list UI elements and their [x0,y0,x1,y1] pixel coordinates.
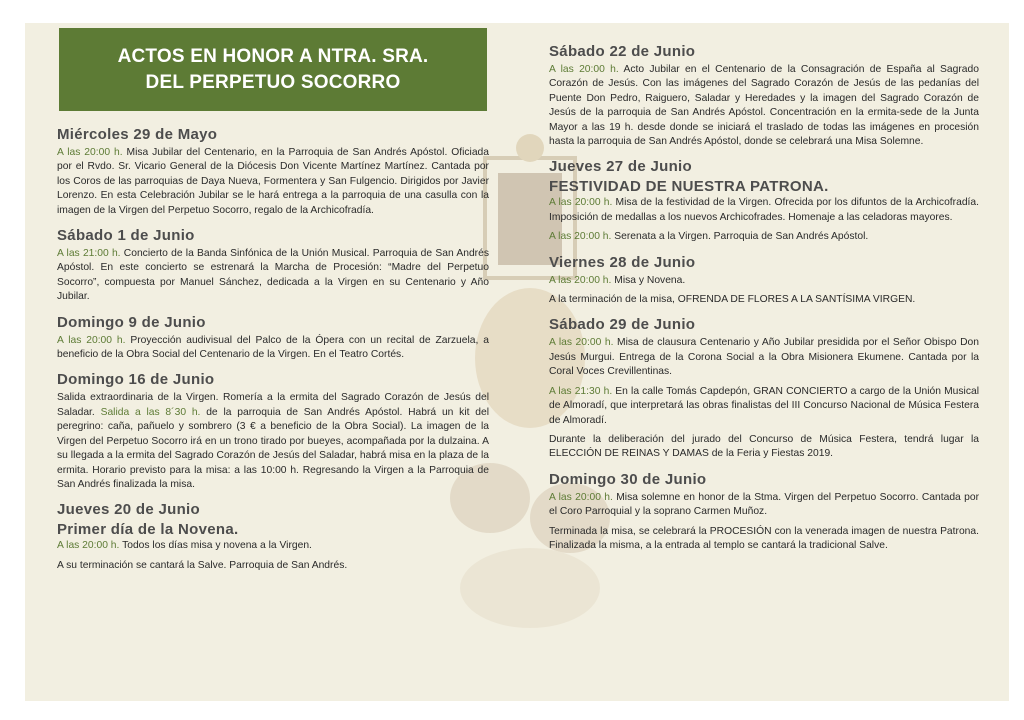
event-subtitle: FESTIVIDAD DE NUESTRA PATRONA. [549,178,829,196]
event-time: A las 20:00 h. [549,274,612,286]
event-date-heading: Sábado 22 de Junio [549,43,696,60]
event-description [549,274,979,288]
event-text: Terminada la misa, se celebrará la PROCESIÓN con la venerada imagen de nuestra Patrona. Finalizada la misma, a la entrada al templo se cantará la tradicional Salve. [549,525,979,551]
event-time: A las 20:00 h. [549,491,613,503]
event-date-heading: Viernes 28 de Junio [549,253,696,271]
event-time: A las 20:00 h. [549,337,614,349]
event-time: A las 21:30 h. [549,385,613,397]
event-time: A las 20:00 h. [57,540,120,552]
event-text: A su terminación se cantará la Salve. Parroquia de San Andrés. [57,559,348,571]
event-description [549,196,979,225]
event-block [57,125,489,218]
event-time: A las 20:00 h. [549,231,612,243]
title-line-1: ACTOS EN HONOR A NTRA. SRA. [117,45,429,67]
event-date-heading: Miércoles 29 de Mayo [57,126,218,143]
event-text: En la calle Tomás Capdepón, GRAN CONCIERTO a cargo de la Unión Musical de Almoradí, que interpretará las obras finalistas del III Concurso Nacional de Música Festera de Almoradí. [549,385,979,426]
event-text: Durante la deliberación del jurado del Concurso de Música Festera, tendrá lugar la ELECCIÓN DE REINAS Y DAMAS de la Feria y Fiestas 2019. [549,433,979,460]
event-block [549,315,979,461]
event-time: A las 20:00 h. [57,334,126,346]
event-description [549,525,979,554]
right-column [549,42,979,561]
event-text: Salida extraordinaria de la Virgen. Romería a la ermita del Sagrado Corazón de Jesús del Saladar. [57,392,489,418]
event-description [57,146,489,218]
event-text: de la parroquia de San Andrés Apóstol. Habrá un kit del peregrino: caña, pañuelo y sombrero (3 € a beneficio de la Obra Social). La imagen de la Virgen del Perpetuo Socorro irá en un trono tirado por bueyes, acompañada por la dulzaina. A su llegada a la ermita del Sagrado Corazón de Jesús del Saladar, habrá misa en la plaza de la ermita. Horario previsto para la misa: a las 10:00 h. Regresando la Virgen a la Parroquia de San Andrés finalizada la misa. [57,406,489,490]
event-date-heading: Sábado 1 de Junio [57,227,195,245]
event-text: Acto Jubilar en el Centenario de la Consagración de España al Sagrado Corazón de Jesús. Con las imágenes del Sagrado Corazón de Jesús de las pedanías del Puente Don Pedro, Raiguero, Saladar y Heredades y la imagen del Sagrado Corazón de Jesús de la parroquia de San Andrés Apóstol. Concentración en la ermita-sede de la Junta Mayor a las 19 h. desde donde se iniciará el traslado de todas las imágenes en procesión hasta la parroquia de San Andrés Apóstol, donde se celebrará una Misa Solemne. [549,64,979,148]
event-block [549,470,979,554]
event-description [549,293,979,307]
event-date-heading: Domingo 30 de Junio [549,470,707,488]
title-banner [59,28,487,111]
event-text: Misa solemne en honor de la Stma. Virgen del Perpetuo Socorro. Cantada por el Coro Parroquial y la soprano Carmen Muñoz. [549,491,979,518]
event-text: Misa y Novena. [611,274,686,286]
event-block [549,253,979,308]
event-description [57,539,489,553]
event-time: A las 20:00 h. [549,64,619,75]
event-text: Concierto de la Banda Sinfónica de la Unión Musical. Parroquia de San Andrés Apóstol. En este concierto se estrenará la Marcha de Procesión: “Madre del Perpetuo Socorro”, compuesta por Manuel Sánchez, dedicada a la Virgen en su Centenario y Año Jubilar. [57,248,489,303]
event-description [57,247,489,305]
event-text: Misa de la festividad de la Virgen. Ofrecida por los difuntos de la Archicofradía. Imposición de medallas a los nuevos Archicofrades. Homenaje a las celadoras mayores. [549,197,979,223]
event-description [57,334,489,363]
event-description [57,391,489,492]
event-description [549,63,979,149]
event-block [549,42,979,149]
event-date-heading: Jueves 20 de Junio [57,501,200,519]
event-subtitle: Primer día de la Novena. [57,521,239,539]
left-column [57,125,489,581]
event-date-heading: Jueves 27 de Junio [549,158,692,176]
event-description [549,433,979,462]
title-line-2: DEL PERPETUO SOCORRO [145,71,401,93]
event-time: Salida a las 8´30 h. [100,406,201,418]
event-date-heading: Domingo 9 de Junio [57,313,206,331]
event-block [57,226,489,305]
event-description [549,230,979,244]
event-text: Proyección audivisual del Palco de la Ópera con un recital de Zarzuela, a beneficio de la Obra Social del Centenario de la Virgen. En el Teatro Cortés. [57,334,489,361]
program-page [25,23,1009,701]
event-text: A la terminación de la misa, OFRENDA DE FLORES A LA SANTÍSIMA VIRGEN. [549,294,916,306]
event-block [57,370,489,492]
event-block [57,500,489,573]
event-time: A las 20:00 h. [549,197,613,209]
event-description [549,336,979,379]
event-block [57,313,489,363]
event-text: Serenata a la Virgen. Parroquia de San Andrés Apóstol. [611,231,869,243]
event-date-heading: Domingo 16 de Junio [57,371,215,389]
event-date-heading: Sábado 29 de Junio [549,316,696,334]
event-description [57,559,489,573]
event-text: Todos los días misa y novena a la Virgen. [119,540,312,552]
event-time: A las 21:00 h. [57,248,121,260]
event-description [549,385,979,428]
event-text: Misa de clausura Centenario y Año Jubilar presidida por el Señor Obispo Don Jesús Murgui. Entrega de la Corona Social a la Obra Misionera Ekumene. Cantada por la Coral Voces Crevillentinas. [549,337,979,378]
event-text: Misa Jubilar del Centenario, en la Parroquia de San Andrés Apóstol. Oficiada por el Rvdo. Sr. Vicario General de la Diócesis Don Vicente Martínez Martínez. Cantada por los Coros de las parroquias de Daya Nueva, Formentera y San Fulgencio. Dirigidos por Javier Lorenzo. En esta Celebración Jubilar se le hará entrega a la parroquia de una casulla con la imagen de la Virgen del Perpetuo Socorro, regalo de la Archicofradía. [57,147,489,216]
event-description [549,491,979,520]
event-time: A las 20:00 h. [57,147,123,158]
event-block [549,157,979,244]
